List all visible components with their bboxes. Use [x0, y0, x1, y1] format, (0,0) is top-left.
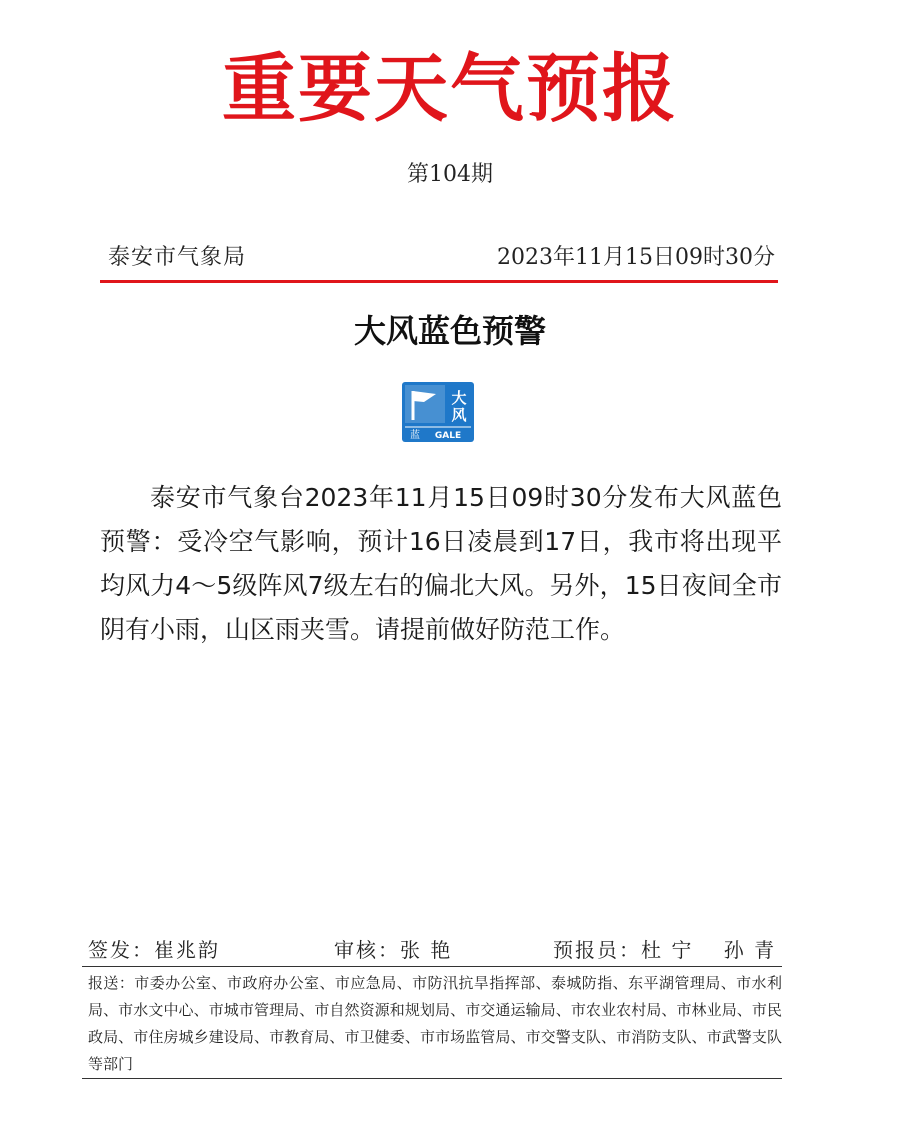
distribution-list: 报送：市委办公室、市政府办公室、市应急局、市防汛抗旱指挥部、泰城防指、东平湖管理局、市水利局、市水文中心、市城市管理局、市自然资源和规划局、市交通运输局、市农业农村局、市林业局、市民政局、市住房城乡建设局、市教育局、市卫健委、市市场监管局、市交警支队、市消防支队、市武警支队等部门 [88, 974, 782, 1073]
signature-row [88, 934, 788, 966]
issued-by: 签发：崔兆韵 [88, 938, 220, 962]
masthead-title: 重要天气预报 [222, 46, 678, 132]
footer-divider [82, 1078, 782, 1079]
reviewed-by: 审核：张 艳 [334, 938, 453, 962]
document-title: 大风蓝色预警 [353, 312, 546, 350]
header-divider [100, 280, 778, 283]
signature-divider [82, 966, 782, 967]
icon-level-english: GALE [434, 431, 462, 441]
issuing-agency: 泰安市气象局 [108, 245, 247, 270]
icon-level-char: 蓝 [410, 430, 420, 441]
forecasters: 预报员：杜 宁 孙 青 [553, 938, 777, 962]
icon-char-top: 大 [451, 389, 467, 407]
gale-blue-warning-icon [402, 382, 474, 442]
issue-datetime: 2023年11月15日09时30分 [497, 245, 775, 270]
warning-body-text: 泰安市气象台2023年11月15日09时30分发布大风蓝色预警：受冷空气影响，预计16日凌晨到17日，我市将出现平均风力4～5级阵风7级左右的偏北大风。另外，15日夜间全市阴有小雨，山区雨夹雪。请提前做好防范工作。 [100, 483, 782, 644]
issue-number: 第104期 [407, 162, 493, 187]
icon-char-bottom: 风 [451, 406, 467, 424]
